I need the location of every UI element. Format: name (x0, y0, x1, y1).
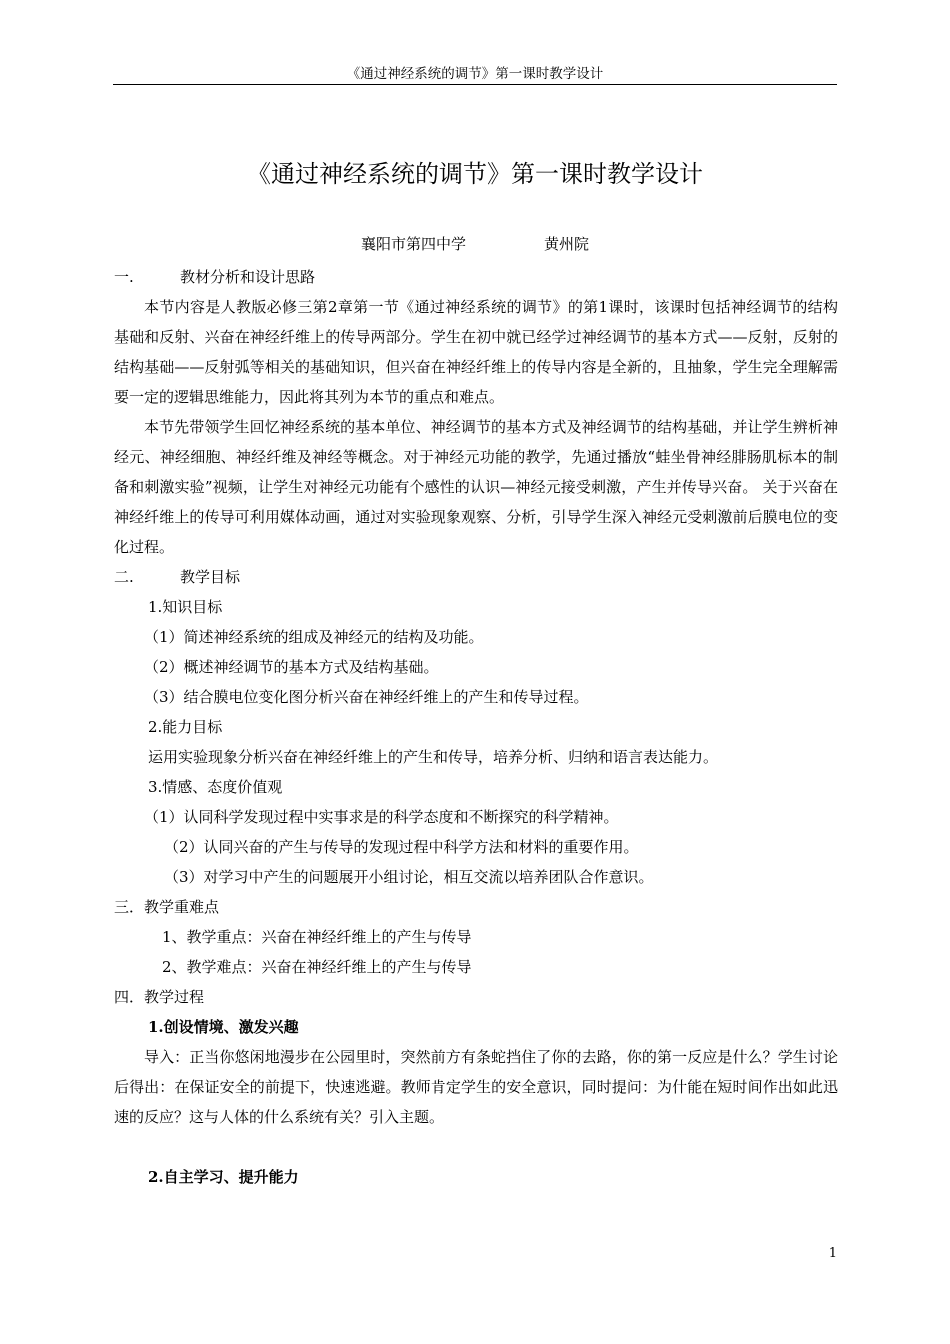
document-body (114, 262, 838, 1192)
author-school: 襄阳市第四中学 (360, 235, 466, 253)
list-item: （3）对学习中产生的问题展开小组讨论，相互交流以培养团队合作意识。 (164, 868, 654, 886)
section-heading-text: 教学目标 (180, 568, 241, 586)
byline (113, 234, 837, 254)
blank-line (114, 1132, 838, 1162)
subheading: 1.创设情境、激发兴趣 (148, 1018, 299, 1036)
subheading: 2.自主学习、提升能力 (148, 1168, 299, 1186)
document-title: 《通过神经系统的调节》第一课时教学设计 (247, 160, 703, 188)
subheading: 1.知识目标 (148, 598, 223, 616)
running-header: 《通过神经系统的调节》第一课时教学设计 (346, 66, 604, 82)
section-heading-4: 四．教学过程 (114, 988, 205, 1006)
author-name: 黄州院 (544, 235, 590, 253)
header-rule (113, 84, 837, 85)
list-item: （1）认同科学发现过程中实事求是的科学态度和不断探究的科学精神。 (144, 808, 619, 826)
section-heading-2 (114, 562, 838, 592)
list-item: （3）结合膜电位变化图分析兴奋在神经纤维上的产生和传导过程。 (144, 688, 589, 706)
list-item: （1）简述神经系统的组成及神经元的结构及功能。 (144, 628, 484, 646)
subheading: 3.情感、态度价值观 (148, 778, 283, 796)
paragraph: 本节内容是人教版必修三第2章第一节《通过神经系统的调节》的第1课时，该课时包括神经调节的结构基础和反射、兴奋在神经纤维上的传导两部分。学生在初中就已经学过神经调节的基本方式——反射，反射的结构基础——反射弧等相关的基础知识，但兴奋在神经纤维上的传导内容是全新的，且抽象，学生完全理解需要一定的逻辑思维能力，因此将其列为本节的重点和难点。 (114, 298, 838, 406)
section-heading-text: 教材分析和设计思路 (180, 268, 316, 286)
paragraph: 本节先带领学生回忆神经系统的基本单位、神经调节的基本方式及神经调节的结构基础，并让学生辨析神经元、神经细胞、神经纤维及神经等概念。对于神经元功能的教学，先通过播放“蛙坐骨神经腓肠肌标本的制备和刺激实验”视频，让学生对神经元功能有个感性的认识—神经元接受刺激，产生并传导兴奋。 关于兴奋在神经纤维上的传导可利用媒体动画，通过对实验现象观察、分析，引导学生深入神经元受刺激前后膜电位的变化过程。 (114, 418, 838, 556)
section-number: 二. (114, 568, 134, 586)
paragraph: 导入：正当你悠闲地漫步在公园里时，突然前方有条蛇挡住了你的去路，你的第一反应是什么？学生讨论后得出：在保证安全的前提下，快速逃避。教师肯定学生的安全意识，同时提问：为什能在短时间作出如此迅速的反应？这与人体的什么系统有关？引入主题。 (114, 1048, 838, 1126)
list-item: 1、教学重点：兴奋在神经纤维上的产生与传导 (162, 928, 472, 946)
list-item: 2、教学难点：兴奋在神经纤维上的产生与传导 (162, 958, 472, 976)
paragraph: 运用实验现象分析兴奋在神经纤维上的产生和传导，培养分析、归纳和语言表达能力。 (148, 748, 719, 766)
subheading: 2.能力目标 (148, 718, 223, 736)
list-item: （2）概述神经调节的基本方式及结构基础。 (144, 658, 439, 676)
list-item: （2）认同兴奋的产生与传导的发现过程中科学方法和材料的重要作用。 (164, 838, 639, 856)
section-heading-3: 三．教学重难点 (114, 898, 220, 916)
page-number: 1 (828, 1246, 837, 1261)
section-number: 一. (114, 268, 134, 286)
section-heading-1 (114, 262, 838, 292)
